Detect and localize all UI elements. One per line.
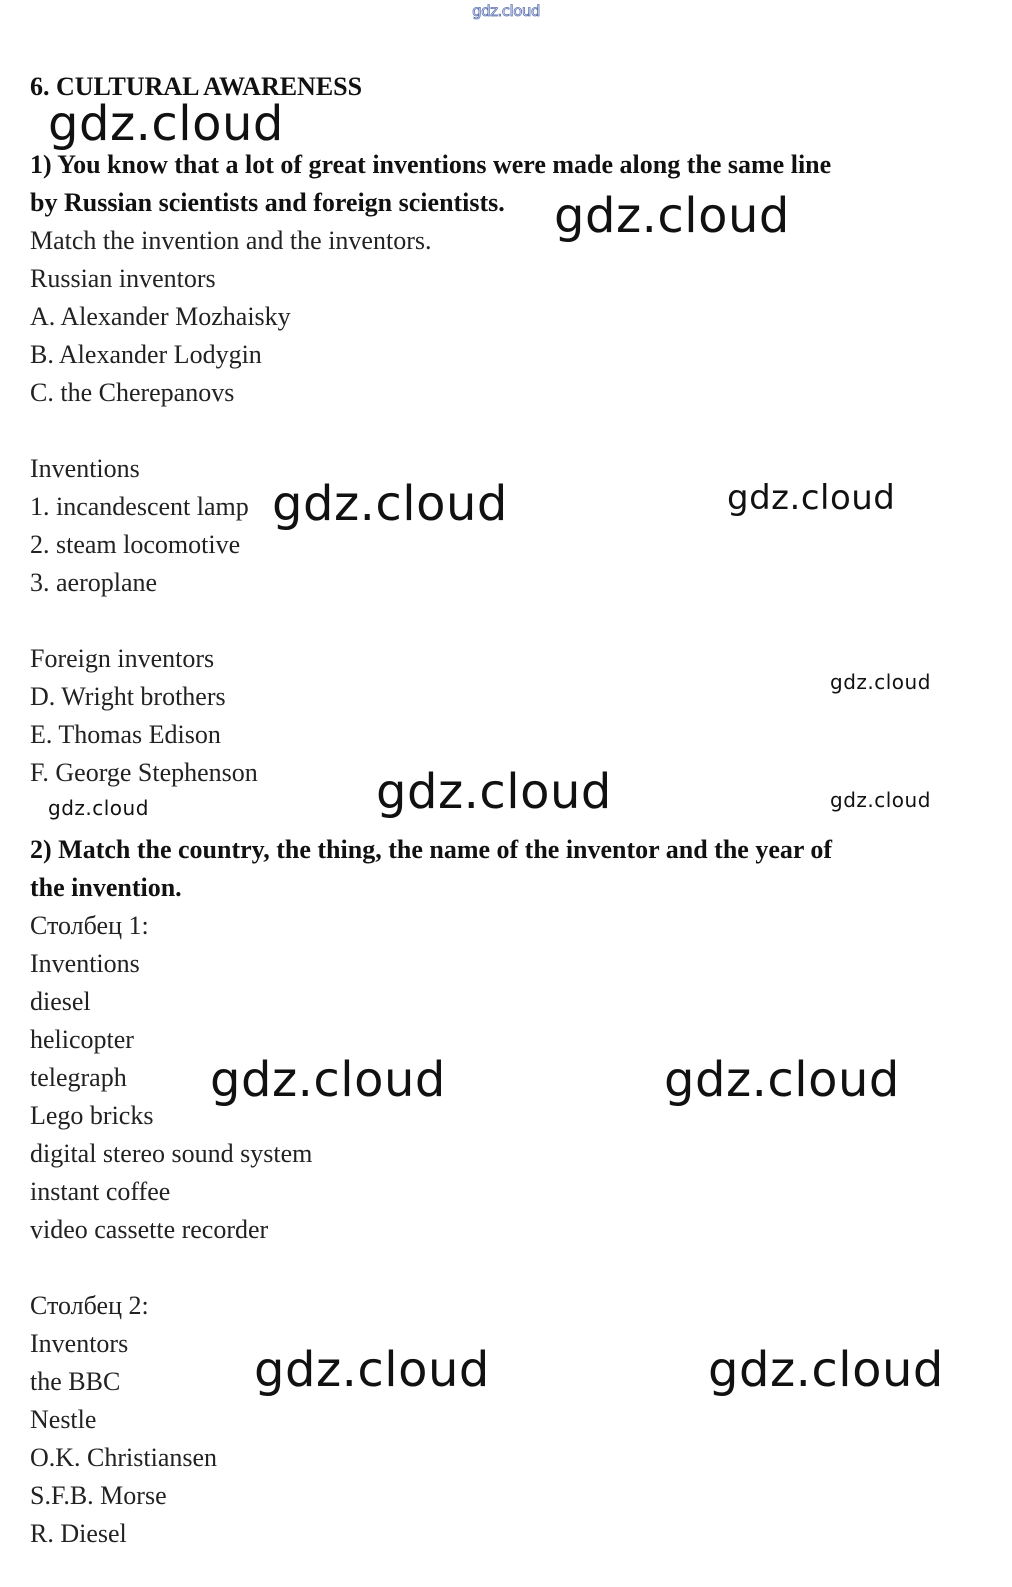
foreign-inventor-item: F. George Stephenson xyxy=(30,758,258,787)
russian-inventors-title: Russian inventors xyxy=(30,264,216,293)
task2-heading-line1: 2) Match the country, the thing, the name of the inventor and the year of xyxy=(30,835,833,864)
column1-item: video cassette recorder xyxy=(30,1215,269,1244)
watermark: gdz.cloud xyxy=(272,476,508,532)
task1-heading-line1: 1) You know that a lot of great inventions were made along the same line xyxy=(30,150,832,179)
column2-item: O.K. Christiansen xyxy=(30,1443,218,1472)
watermark: gdz.cloud xyxy=(376,764,612,820)
watermark: gdz.cloud xyxy=(830,670,931,694)
column1-label: Столбец 1: xyxy=(30,911,149,940)
column2-label: Столбец 2: xyxy=(30,1291,149,1320)
watermark: gdz.cloud xyxy=(727,478,896,518)
task1-heading-line2: by Russian scientists and foreign scientists. xyxy=(30,188,505,217)
inventions-title: Inventions xyxy=(30,454,140,483)
column1-title: Inventions xyxy=(30,949,140,978)
task1-instruction: Match the invention and the inventors. xyxy=(30,226,432,255)
column2-item: R. Diesel xyxy=(30,1519,127,1548)
watermark: gdz.cloud xyxy=(210,1052,446,1108)
russian-inventor-item: C. the Cherepanovs xyxy=(30,378,235,407)
watermark: gdz.cloud xyxy=(48,96,284,152)
column1-item: Lego bricks xyxy=(30,1101,154,1130)
watermark: gdz.cloud xyxy=(664,1052,900,1108)
column2-title: Inventors xyxy=(30,1329,129,1358)
invention-item: 1. incandescent lamp xyxy=(30,492,249,521)
column1-item: digital stereo sound system xyxy=(30,1139,313,1168)
column1-item: helicopter xyxy=(30,1025,134,1054)
russian-inventor-item: A. Alexander Mozhaisky xyxy=(30,302,291,331)
header-watermark: gdz.cloud xyxy=(472,2,540,20)
foreign-inventor-item: E. Thomas Edison xyxy=(30,720,221,749)
column1-item: diesel xyxy=(30,987,91,1016)
watermark: gdz.cloud xyxy=(48,796,149,820)
column2-item: Nestle xyxy=(30,1405,97,1434)
task2-heading-line2: the invention. xyxy=(30,873,182,902)
column1-item: instant coffee xyxy=(30,1177,171,1206)
invention-item: 3. aeroplane xyxy=(30,568,158,597)
column1-item: telegraph xyxy=(30,1063,127,1092)
russian-inventor-item: B. Alexander Lodygin xyxy=(30,340,262,369)
foreign-inventors-title: Foreign inventors xyxy=(30,644,215,673)
watermark: gdz.cloud xyxy=(830,788,931,812)
section-title: 6. CULTURAL AWARENESS xyxy=(30,72,363,101)
watermark: gdz.cloud xyxy=(708,1342,944,1398)
watermark: gdz.cloud xyxy=(254,1342,490,1398)
foreign-inventor-item: D. Wright brothers xyxy=(30,682,226,711)
column2-item: S.F.B. Morse xyxy=(30,1481,167,1510)
invention-item: 2. steam locomotive xyxy=(30,530,241,559)
column2-item: the BBC xyxy=(30,1367,121,1396)
watermark: gdz.cloud xyxy=(554,188,790,244)
